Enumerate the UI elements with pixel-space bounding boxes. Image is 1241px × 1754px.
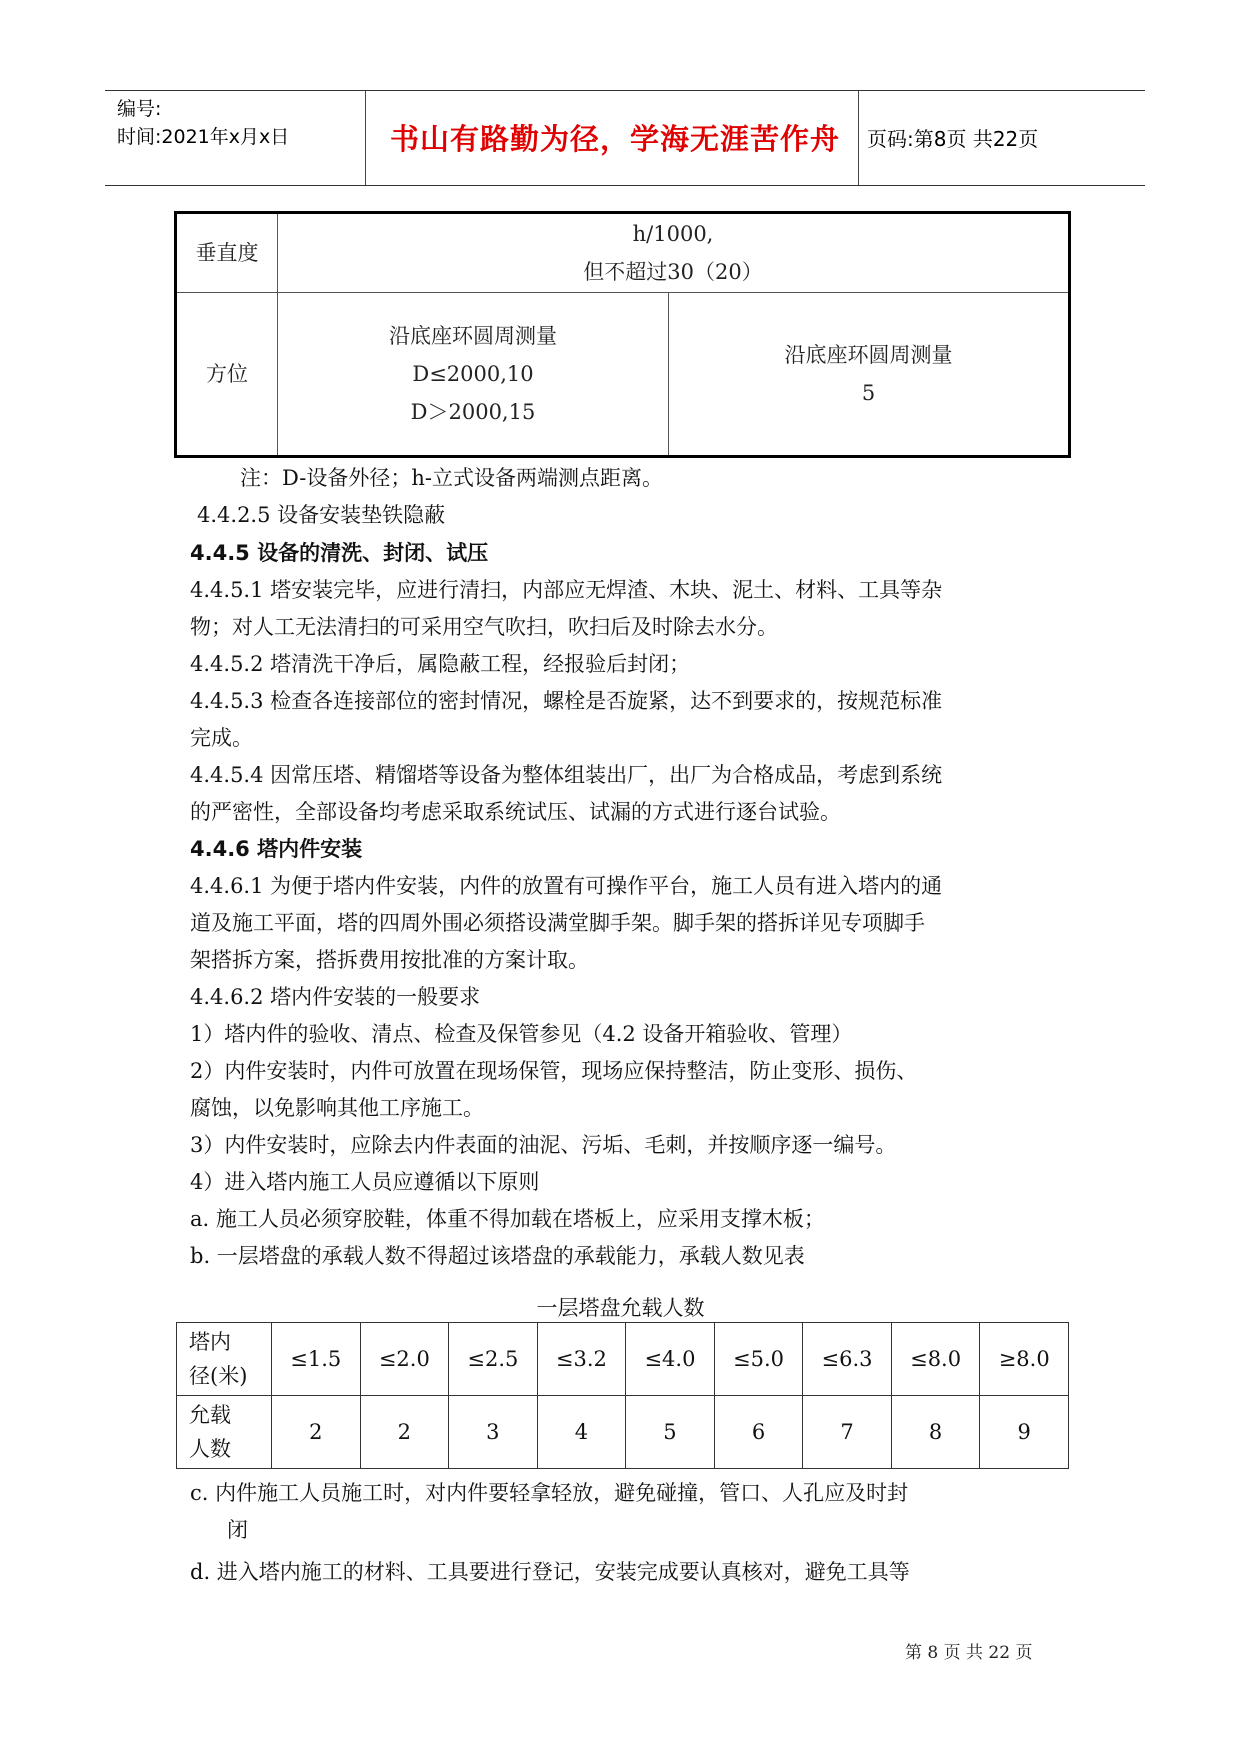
diameter-cell: ≤2.0 xyxy=(360,1323,449,1396)
load-table xyxy=(176,1322,1069,1469)
paragraph: 4.4.6.1 为便于塔内件安装，内件的放置有可操作平台，施工人员有进入塔内的通 xyxy=(190,874,943,898)
orientation-cell-2 xyxy=(669,293,1070,457)
header-divider xyxy=(365,91,366,185)
row-label: 方位 xyxy=(176,293,278,457)
list-item: a. 施工人员必须穿胶鞋，体重不得加载在塔板上，应采用支撑木板； xyxy=(190,1207,825,1231)
paragraph: 的严密性，全部设备均考虑采取系统试压、试漏的方式进行逐台试验。 xyxy=(190,800,841,824)
diameter-cell: ≤1.5 xyxy=(272,1323,361,1396)
list-item: 3）内件安装时，应除去内件表面的油泥、污垢、毛刺，并按顺序逐一编号。 xyxy=(190,1133,897,1157)
diameter-cell: ≤8.0 xyxy=(891,1323,980,1396)
diameter-cell: ≥8.0 xyxy=(980,1323,1069,1396)
vertical-tolerance-cell xyxy=(278,213,1070,293)
paragraph: 4.4.5.3 检查各连接部位的密封情况，螺栓是否旋紧，达不到要求的，按规范标准 xyxy=(190,689,943,713)
cell-line: 沿底座环圆周测量 xyxy=(784,343,953,367)
section-heading: 4.4.6 塔内件安装 xyxy=(190,837,363,861)
row-header xyxy=(177,1396,272,1469)
cell-line: D≤2000,10 xyxy=(412,362,534,386)
paragraph: 4.4.5.4 因常压塔、精馏塔等设备为整体组装出厂，出厂为合格成品，考虑到系统 xyxy=(190,763,943,787)
paragraph: 完成。 xyxy=(190,726,253,750)
diameter-cell: ≤6.3 xyxy=(803,1323,892,1396)
count-cell: 3 xyxy=(449,1396,538,1469)
cell-line: 塔内 xyxy=(189,1330,231,1354)
list-item: 腐蚀，以免影响其他工序施工。 xyxy=(190,1096,484,1120)
count-cell: 6 xyxy=(714,1396,803,1469)
header-meta xyxy=(117,95,289,151)
orientation-cell-1 xyxy=(278,293,669,457)
paragraph: 道及施工平面，塔的四周外围必须搭设满堂脚手架。脚手架的搭拆详见专项脚手 xyxy=(190,911,925,935)
count-cell: 2 xyxy=(272,1396,361,1469)
paragraph: 4.4.5.1 塔安装完毕，应进行清扫，内部应无焊渣、木块、泥土、材料、工具等杂 xyxy=(190,578,943,602)
cell-line: 5 xyxy=(861,381,876,405)
count-cell: 5 xyxy=(626,1396,715,1469)
count-cell: 7 xyxy=(803,1396,892,1469)
cell-line: 沿底座环圆周测量 xyxy=(389,324,557,348)
cell-line: h/1000, xyxy=(632,222,714,246)
count-cell: 4 xyxy=(537,1396,626,1469)
table-row xyxy=(176,213,1070,293)
table-row xyxy=(176,293,1070,457)
table-row xyxy=(177,1323,1069,1396)
diameter-cell: ≤2.5 xyxy=(449,1323,538,1396)
list-item: 1）塔内件的验收、清点、检查及保管参见（4.2 设备开箱验收、管理） xyxy=(190,1022,853,1046)
tolerance-table xyxy=(174,211,1071,458)
row-label: 垂直度 xyxy=(176,213,278,293)
header-motto: 书山有路勤为径，学海无涯苦作舟 xyxy=(389,122,840,156)
page-footer: 第 8 页 共 22 页 xyxy=(905,1643,1033,1663)
cell-line: 径(米) xyxy=(189,1364,248,1388)
list-item: d. 进入塔内施工的材料、工具要进行登记，安装完成要认真核对，避免工具等 xyxy=(190,1560,910,1584)
table-caption: 一层塔盘允载人数 xyxy=(536,1296,705,1320)
number-label: 编号: xyxy=(117,98,162,120)
time-label: 时间:2021年x月x日 xyxy=(117,126,290,148)
paragraph: 4.4.6.2 塔内件安装的一般要求 xyxy=(190,985,481,1009)
cell-line: D＞2000,15 xyxy=(410,400,536,424)
section-heading: 4.4.5 设备的清洗、封闭、试压 xyxy=(190,541,489,565)
list-item: b. 一层塔盘的承载人数不得超过该塔盘的承载能力，承载人数见表 xyxy=(190,1244,805,1268)
row-header xyxy=(177,1323,272,1396)
cell-line: 允载 xyxy=(189,1403,231,1427)
count-cell: 2 xyxy=(360,1396,449,1469)
paragraph: 4.4.2.5 设备安装垫铁隐蔽 xyxy=(197,503,446,527)
paragraph: 物；对人工无法清扫的可采用空气吹扫，吹扫后及时除去水分。 xyxy=(190,615,778,639)
cell-line: 但不超过30（20） xyxy=(583,260,763,284)
table-note: 注：D-设备外径；h-立式设备两端测点距离。 xyxy=(240,466,663,490)
count-cell: 8 xyxy=(891,1396,980,1469)
diameter-cell: ≤3.2 xyxy=(537,1323,626,1396)
list-item: c. 内件施工人员施工时，对内件要轻拿轻放，避免碰撞，管口、人孔应及时封 xyxy=(190,1481,909,1505)
list-item: 4）进入塔内施工人员应遵循以下原则 xyxy=(190,1170,540,1194)
diameter-cell: ≤5.0 xyxy=(714,1323,803,1396)
paragraph: 4.4.5.2 塔清洗干净后，属隐蔽工程，经报验后封闭； xyxy=(190,652,691,676)
header-divider xyxy=(858,91,859,185)
count-cell: 9 xyxy=(980,1396,1069,1469)
page-header xyxy=(105,90,1145,186)
list-item: 闭 xyxy=(227,1518,248,1542)
header-page-label: 页码:第8页 共22页 xyxy=(867,127,1039,151)
table-row xyxy=(177,1396,1069,1469)
list-item: 2）内件安装时，内件可放置在现场保管，现场应保持整洁，防止变形、损伤、 xyxy=(190,1059,918,1083)
diameter-cell: ≤4.0 xyxy=(626,1323,715,1396)
cell-line: 人数 xyxy=(189,1437,231,1461)
paragraph: 架搭拆方案，搭拆费用按批准的方案计取。 xyxy=(190,948,589,972)
